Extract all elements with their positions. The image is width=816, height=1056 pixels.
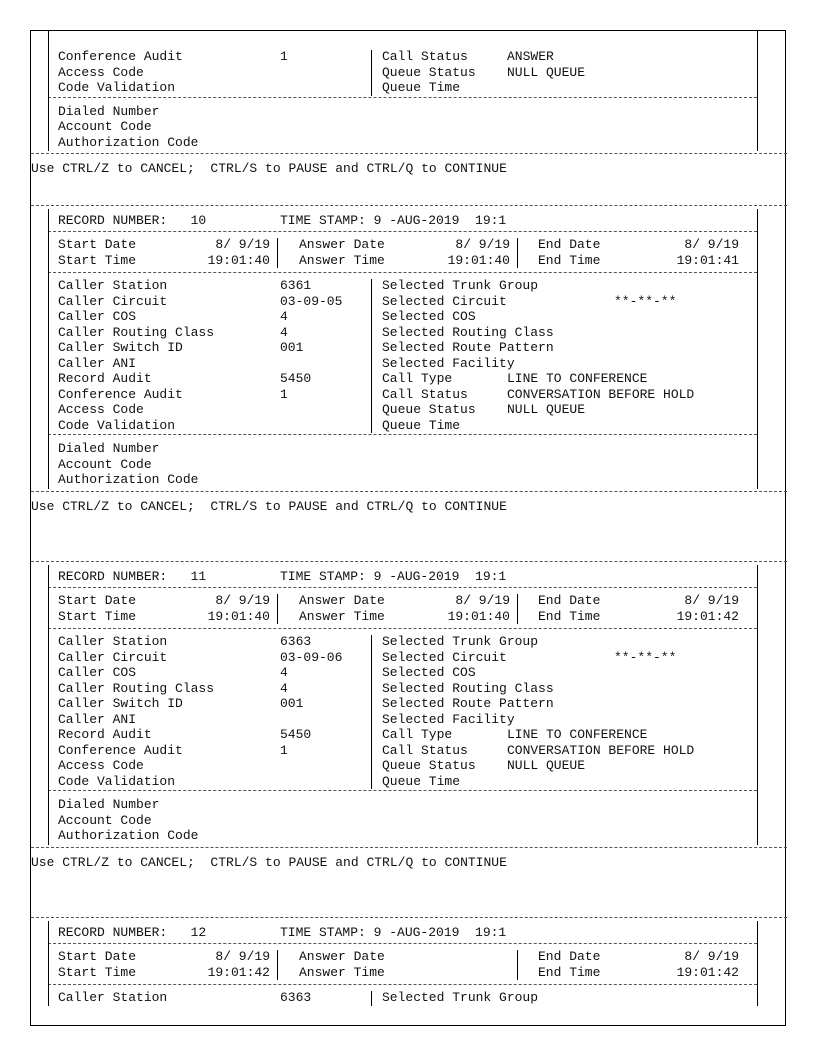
caller-field-label: Caller ANI bbox=[58, 711, 137, 727]
selected-field-label: Queue Status bbox=[382, 64, 476, 80]
field-column-divider bbox=[371, 50, 372, 96]
dialed-field-label: Authorization Code bbox=[58, 134, 199, 150]
header-separator bbox=[48, 231, 757, 232]
caller-field-value: 1 bbox=[280, 742, 288, 758]
selected-field-value: **-**-** bbox=[614, 649, 677, 665]
caller-field-value: 6361 bbox=[280, 278, 312, 293]
selected-field-label: Queue Time bbox=[382, 773, 461, 789]
record-box-right bbox=[757, 565, 758, 845]
caller-field-value: 6363 bbox=[280, 990, 312, 1005]
selected-field-label: Queue Status bbox=[382, 402, 476, 417]
caller-field-label: Access Code bbox=[58, 64, 144, 80]
start-time-label: Start Time bbox=[58, 964, 137, 980]
caller-field-label: Caller Routing Class bbox=[58, 324, 215, 340]
datetime-separator bbox=[48, 628, 757, 629]
record-box-left bbox=[48, 565, 49, 845]
selected-field-value: ANSWER bbox=[507, 49, 554, 64]
answer-date-label: Answer Date bbox=[299, 949, 385, 964]
time-stamp: TIME STAMP: 9 -AUG-2019 19:1 bbox=[280, 213, 507, 228]
start-time-label: Start Time bbox=[58, 252, 137, 268]
caller-field-label: Caller Routing Class bbox=[58, 680, 215, 696]
selected-field-label: Selected COS bbox=[382, 665, 476, 680]
selected-field-label: Selected Routing Class bbox=[382, 680, 554, 696]
report-printout bbox=[30, 30, 786, 1026]
caller-field-label: Code Validation bbox=[58, 417, 176, 433]
datetime-separator bbox=[48, 272, 757, 273]
record-top-separator bbox=[31, 917, 787, 918]
answer-date-value: 8/ 9/19 bbox=[455, 593, 510, 608]
caller-field-label: Access Code bbox=[58, 402, 144, 417]
dialed-field-label: Dialed Number bbox=[58, 103, 160, 119]
caller-field-value: 001 bbox=[280, 696, 304, 711]
selected-field-label: Call Type bbox=[382, 371, 453, 386]
fields-separator bbox=[48, 790, 757, 791]
start-time-value: 19:01:40 bbox=[207, 608, 270, 624]
caller-field-value: 4 bbox=[280, 665, 288, 680]
caller-field-label: Caller COS bbox=[58, 309, 137, 324]
selected-field-label: Selected Trunk Group bbox=[382, 634, 539, 649]
field-column-divider bbox=[371, 279, 372, 433]
record-number: RECORD NUMBER: 11 bbox=[58, 569, 207, 584]
selected-field-label: Call Type bbox=[382, 727, 453, 742]
caller-field-label: Code Validation bbox=[58, 773, 176, 789]
dialed-field-label: Account Code bbox=[58, 456, 152, 472]
selected-field-label: Selected Route Pattern bbox=[382, 696, 554, 711]
selected-field-label: Selected Route Pattern bbox=[382, 340, 554, 355]
selected-field-value: NULL QUEUE bbox=[507, 64, 586, 80]
continue-prompt: Use CTRL/Z to CANCEL; CTRL/S to PAUSE and CTRL/Q to CONTINUE bbox=[31, 161, 507, 176]
caller-field-label: Caller Station bbox=[58, 278, 168, 293]
caller-field-label: Conference Audit bbox=[58, 49, 183, 64]
answer-date-label: Answer Date bbox=[299, 237, 385, 252]
start-time-value: 19:01:40 bbox=[207, 252, 270, 268]
end-time-value: 19:01:42 bbox=[676, 608, 739, 624]
start-date-label: Start Date bbox=[58, 949, 137, 964]
header-separator bbox=[48, 943, 757, 944]
time-stamp: TIME STAMP: 9 -AUG-2019 19:1 bbox=[280, 569, 507, 584]
answer-time-label: Answer Time bbox=[299, 252, 385, 268]
record-box-right bbox=[757, 31, 758, 151]
caller-field-label: Caller Switch ID bbox=[58, 696, 183, 711]
selected-field-label: Selected Facility bbox=[382, 711, 515, 727]
caller-field-label: Conference Audit bbox=[58, 386, 183, 402]
record-box-left bbox=[48, 209, 49, 489]
record-box-right bbox=[757, 921, 758, 1006]
selected-field-label: Selected Routing Class bbox=[382, 324, 554, 340]
selected-field-label: Call Status bbox=[382, 49, 468, 64]
selected-field-value: **-**-** bbox=[614, 293, 677, 309]
end-time-value: 19:01:42 bbox=[676, 964, 739, 980]
field-column-divider bbox=[371, 991, 372, 1006]
answer-date-value: 8/ 9/19 bbox=[455, 237, 510, 252]
selected-field-value: NULL QUEUE bbox=[507, 758, 586, 773]
time-stamp: TIME STAMP: 9 -AUG-2019 19:1 bbox=[280, 925, 507, 940]
record-box-right bbox=[757, 209, 758, 489]
selected-field-label: Selected Facility bbox=[382, 355, 515, 371]
record-number: RECORD NUMBER: 12 bbox=[58, 925, 207, 940]
caller-field-value: 1 bbox=[280, 386, 288, 402]
caller-field-value: 4 bbox=[280, 309, 288, 324]
header-separator bbox=[48, 587, 757, 588]
selected-field-label: Queue Time bbox=[382, 80, 461, 95]
start-date-label: Start Date bbox=[58, 593, 137, 608]
caller-field-value: 5450 bbox=[280, 727, 312, 742]
start-time-value: 19:01:42 bbox=[207, 964, 270, 980]
dialed-field-label: Account Code bbox=[58, 119, 152, 134]
end-date-label: End Date bbox=[538, 949, 601, 964]
caller-field-label: Caller COS bbox=[58, 665, 137, 680]
fields-separator bbox=[48, 434, 757, 435]
end-time-label: End Time bbox=[538, 964, 601, 980]
selected-field-label: Selected Trunk Group bbox=[382, 278, 539, 293]
start-time-label: Start Time bbox=[58, 608, 137, 624]
selected-field-label: Selected Trunk Group bbox=[382, 990, 539, 1005]
selected-field-label: Call Status bbox=[382, 742, 468, 758]
continue-prompt: Use CTRL/Z to CANCEL; CTRL/S to PAUSE and CTRL/Q to CONTINUE bbox=[31, 854, 507, 870]
date-column-divider bbox=[517, 594, 518, 624]
caller-field-label: Record Audit bbox=[58, 371, 152, 386]
caller-field-label: Caller Circuit bbox=[58, 649, 168, 665]
caller-field-label: Caller ANI bbox=[58, 355, 137, 371]
selected-field-label: Selected Circuit bbox=[382, 293, 507, 309]
record-bottom-separator bbox=[31, 847, 787, 848]
end-time-label: End Time bbox=[538, 608, 601, 624]
start-date-value: 8/ 9/19 bbox=[215, 237, 270, 252]
caller-field-value: 03-09-06 bbox=[280, 649, 343, 665]
field-column-divider bbox=[371, 635, 372, 789]
caller-field-label: Caller Station bbox=[58, 634, 168, 649]
date-column-divider bbox=[277, 594, 278, 624]
caller-field-value: 03-09-05 bbox=[280, 293, 343, 309]
answer-time-value: 19:01:40 bbox=[447, 608, 510, 624]
selected-field-label: Call Status bbox=[382, 386, 468, 402]
selected-field-label: Selected Circuit bbox=[382, 649, 507, 665]
caller-field-label: Conference Audit bbox=[58, 742, 183, 758]
record-top-separator bbox=[31, 561, 787, 562]
selected-field-value: CONVERSATION BEFORE HOLD bbox=[507, 386, 695, 402]
caller-field-label: Record Audit bbox=[58, 727, 152, 742]
caller-field-value: 6363 bbox=[280, 634, 312, 649]
record-number: RECORD NUMBER: 10 bbox=[58, 213, 207, 228]
date-column-divider bbox=[277, 950, 278, 980]
caller-field-label: Code Validation bbox=[58, 80, 176, 95]
caller-field-value: 1 bbox=[280, 49, 288, 64]
caller-field-label: Caller Circuit bbox=[58, 293, 168, 309]
answer-time-value: 19:01:40 bbox=[447, 252, 510, 268]
datetime-separator bbox=[48, 984, 757, 985]
answer-time-label: Answer Time bbox=[299, 964, 385, 980]
selected-field-label: Selected COS bbox=[382, 309, 476, 324]
caller-field-value: 001 bbox=[280, 340, 304, 355]
end-date-value: 8/ 9/19 bbox=[684, 237, 739, 252]
answer-time-label: Answer Time bbox=[299, 608, 385, 624]
caller-field-label: Access Code bbox=[58, 758, 144, 773]
date-column-divider bbox=[517, 238, 518, 268]
selected-field-value: CONVERSATION BEFORE HOLD bbox=[507, 742, 695, 758]
dialed-field-label: Dialed Number bbox=[58, 797, 160, 812]
start-date-value: 8/ 9/19 bbox=[215, 949, 270, 964]
dialed-field-label: Account Code bbox=[58, 812, 152, 828]
caller-field-label: Caller Switch ID bbox=[58, 340, 183, 355]
record-box-left bbox=[48, 31, 49, 151]
caller-field-value: 4 bbox=[280, 324, 288, 340]
caller-field-value: 4 bbox=[280, 680, 288, 696]
end-date-label: End Date bbox=[538, 237, 601, 252]
dialed-field-label: Authorization Code bbox=[58, 472, 199, 487]
continue-prompt: Use CTRL/Z to CANCEL; CTRL/S to PAUSE and CTRL/Q to CONTINUE bbox=[31, 498, 507, 514]
end-date-value: 8/ 9/19 bbox=[684, 949, 739, 964]
end-date-value: 8/ 9/19 bbox=[684, 593, 739, 608]
selected-field-label: Queue Time bbox=[382, 417, 461, 433]
record-box-left bbox=[48, 921, 49, 1006]
end-time-label: End Time bbox=[538, 252, 601, 268]
end-date-label: End Date bbox=[538, 593, 601, 608]
selected-field-value: LINE TO CONFERENCE bbox=[507, 727, 648, 742]
end-time-value: 19:01:41 bbox=[676, 252, 739, 268]
dialed-field-label: Dialed Number bbox=[58, 441, 160, 456]
record-bottom-separator bbox=[31, 491, 787, 492]
dialed-field-label: Authorization Code bbox=[58, 828, 199, 843]
caller-field-label: Caller Station bbox=[58, 990, 168, 1005]
date-column-divider bbox=[277, 238, 278, 268]
answer-date-label: Answer Date bbox=[299, 593, 385, 608]
caller-field-value: 5450 bbox=[280, 371, 312, 386]
start-date-label: Start Date bbox=[58, 237, 137, 252]
start-date-value: 8/ 9/19 bbox=[215, 593, 270, 608]
selected-field-label: Queue Status bbox=[382, 758, 476, 773]
record-top-separator bbox=[31, 205, 787, 206]
fields-separator bbox=[48, 97, 757, 98]
record-bottom-separator bbox=[31, 153, 787, 154]
selected-field-value: NULL QUEUE bbox=[507, 402, 586, 417]
date-column-divider bbox=[517, 950, 518, 980]
selected-field-value: LINE TO CONFERENCE bbox=[507, 371, 648, 386]
